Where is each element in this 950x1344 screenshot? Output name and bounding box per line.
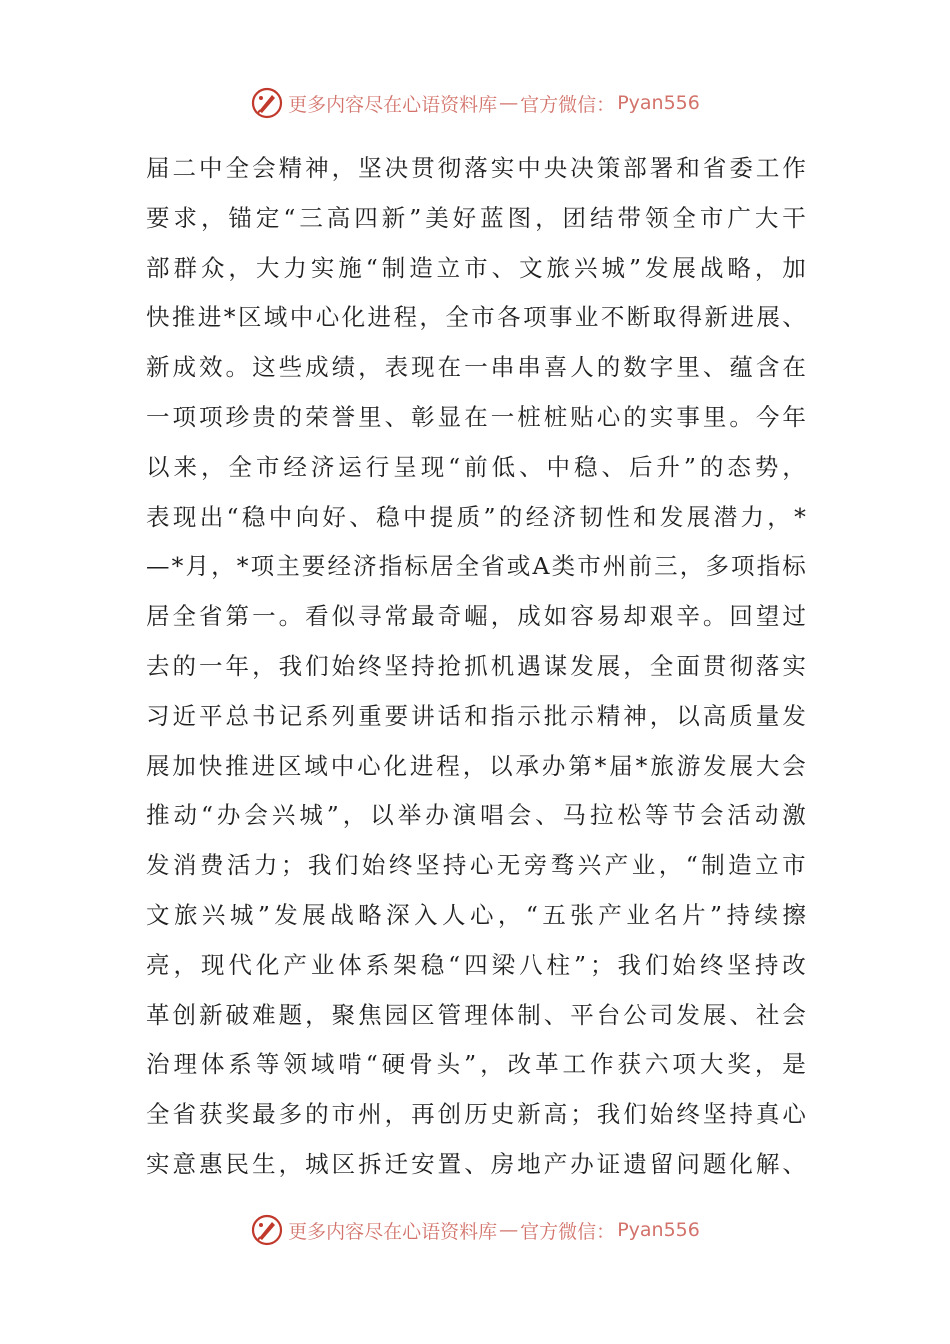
document-body bbox=[146, 144, 806, 1190]
quill-pen-circle-icon bbox=[250, 86, 284, 120]
banner-wechat-id: Pyan556 bbox=[617, 1219, 700, 1241]
body-text-line: 实 意 惠 民 生 ， 城 区 拆 迁 安 置 、 房 地 产 办 证 遗 留 问 题 化 解 、 bbox=[146, 1149, 806, 1178]
banner-text: 更多内容尽在心语资料库 bbox=[288, 93, 498, 116]
footer-banner bbox=[0, 1210, 950, 1250]
body-text-line: — * 月 ， * 项 主 要 经 济 指 标 居 全 省 或 A 类 市 州 前 三 ， 多 项 指 标 bbox=[146, 552, 806, 581]
body-text-line: 文 旅 兴 城 ” 发 展 战 略 深 入 人 心 ， “ 五 张 产 业 名 片 ” 持 续 擦 bbox=[146, 900, 806, 929]
body-text-line: 展 加 快 推 进 区 域 中 心 化 进 程 ， 以 承 办 第 * 届 * 旅 游 发 展 大 会 bbox=[146, 751, 806, 780]
banner-wechat-label: 官方微信： bbox=[520, 93, 616, 116]
banner-dash: — bbox=[499, 1219, 519, 1241]
body-text-line: 发 消 费 活 力 ； 我 们 始 终 坚 持 心 无 旁 骛 兴 产 业 ， “ 制 造 立 市 bbox=[146, 851, 806, 880]
banner-dash: — bbox=[499, 92, 519, 114]
quill-pen-circle-icon bbox=[250, 1213, 284, 1247]
banner-wechat-id: Pyan556 bbox=[617, 92, 700, 114]
body-text-line: 去 的 一 年 ， 我 们 始 终 坚 持 抢 抓 机 遇 谋 发 展 ， 全 面 贯 彻 落 实 bbox=[146, 651, 806, 680]
body-text-line: 表 现 出 “ 稳 中 向 好 、 稳 中 提 质 ” 的 经 济 韧 性 和 发 展 潜 力 ， * bbox=[146, 502, 806, 531]
body-text-line: 居 全 省 第 一 。 看 似 寻 常 最 奇 崛 ， 成 如 容 易 却 艰 辛 。 回 望 过 bbox=[146, 602, 806, 631]
body-text-line: 以 来 ， 全 市 经 济 运 行 呈 现 “ 前 低 、 中 稳 、 后 升 ” 的 态 势 ， bbox=[146, 452, 806, 481]
body-text-line: 快 推 进 * 区 域 中 心 化 进 程 ， 全 市 各 项 事 业 不 断 取 得 新 进 展 、 bbox=[146, 303, 806, 332]
body-text-line: 推 动 “ 办 会 兴 城 ” ， 以 举 办 演 唱 会 、 马 拉 松 等 节 会 活 动 激 bbox=[146, 801, 806, 830]
body-text-line: 届 二 中 全 会 精 神 ， 坚 决 贯 彻 落 实 中 央 决 策 部 署 和 省 委 工 作 bbox=[146, 154, 806, 182]
header-banner bbox=[0, 83, 950, 123]
body-text-line: 新 成 效 。 这 些 成 绩 ， 表 现 在 一 串 串 喜 人 的 数 字 里 、 蕴 含 在 bbox=[146, 353, 806, 382]
body-text-line: 习 近 平 总 书 记 系 列 重 要 讲 话 和 指 示 批 示 精 神 ， 以 高 质 量 发 bbox=[146, 701, 806, 730]
body-text-line: 亮 ， 现 代 化 产 业 体 系 架 稳 “ 四 梁 八 柱 ” ； 我 们 始 终 坚 持 改 bbox=[146, 950, 806, 979]
body-text-line: 全 省 获 奖 最 多 的 市 州 ， 再 创 历 史 新 高 ； 我 们 始 终 坚 持 真 心 bbox=[146, 1100, 806, 1129]
body-text-line: 治 理 体 系 等 领 域 啃 “ 硬 骨 头 ” ， 改 革 工 作 获 六 项 大 奖 ， 是 bbox=[146, 1050, 806, 1079]
banner-wechat-label: 官方微信： bbox=[520, 1220, 616, 1243]
body-text-line: 要 求 ， 锚 定 “ 三 高 四 新 ” 美 好 蓝 图 ， 团 结 带 领 全 市 广 大 干 bbox=[146, 203, 806, 232]
body-text-line: 革 创 新 破 难 题 ， 聚 焦 园 区 管 理 体 制 、 平 台 公 司 发 展 、 社 会 bbox=[146, 1000, 806, 1029]
body-text-line: 部 群 众 ， 大 力 实 施 “ 制 造 立 市 、 文 旅 兴 城 ” 发 展 战 略 ， 加 bbox=[146, 253, 806, 282]
banner-text: 更多内容尽在心语资料库 bbox=[288, 1220, 498, 1243]
body-text-line: 一 项 项 珍 贵 的 荣 誉 里 、 彰 显 在 一 桩 桩 贴 心 的 实 事 里 。 今 年 bbox=[146, 402, 806, 431]
